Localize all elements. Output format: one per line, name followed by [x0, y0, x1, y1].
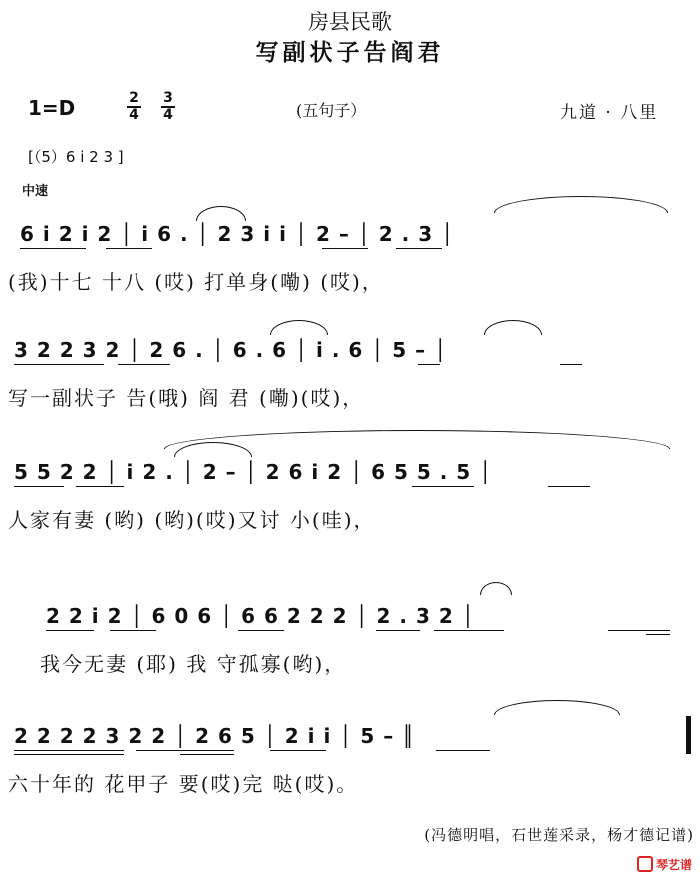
- lyric-line: 人家有妻 (哟) (哟)(哎)又讨 小(哇)，: [8, 508, 376, 532]
- notation-line: 2 2 i 2 │ 6 0 6 │ 6 6 2 2 2 │ 2 . 3 2 │: [46, 604, 475, 628]
- time-signature-2-4: [126, 91, 142, 123]
- time-signature-3-4: [160, 91, 176, 123]
- time-sig-top: 3: [163, 90, 173, 106]
- final-barline: [686, 716, 691, 754]
- logo-icon: [637, 856, 653, 872]
- notation-line: 5 5 2 2 │ i 2 . │ 2 – │ 2 6 i 2 │ 6 5 5 . 5 │: [14, 460, 493, 484]
- time-sig-top: 2: [129, 90, 139, 106]
- song-title: 写副状子告阎君: [255, 39, 445, 66]
- song-origin: 房县民歌: [308, 10, 392, 34]
- time-sig-bottom: 4: [163, 107, 173, 123]
- logo-text: 琴艺谱: [655, 858, 692, 872]
- score-row-1: [0, 222, 700, 332]
- intro-notation: [（5）6 i 2 3 ]: [28, 148, 124, 166]
- score-row-4: [0, 604, 700, 714]
- lyric-line: (我)十七 十八 (哎) 打单身(嘞) (哎)，: [8, 270, 384, 294]
- notation-line: 2 2 2 2 3 2 2 │ 2 6 5 │ 2 i i │ 5 – ║: [14, 724, 416, 748]
- region-label: 九道 · 八里: [560, 103, 659, 123]
- form-subtitle: (五句子）: [296, 101, 367, 120]
- site-logo: [637, 856, 692, 873]
- score-row-5: [0, 724, 700, 834]
- lyric-line: 我今无妻 (耶) 我 守孤寡(哟)，: [40, 652, 347, 676]
- key-signature: 1=D: [28, 96, 76, 120]
- lyric-line: 写一副状子 告(哦) 阎 君 (嘞)(哎)，: [8, 386, 365, 410]
- time-sig-bottom: 4: [129, 107, 139, 123]
- credit-line: (冯德明唱，石世莲采录，杨才德记谱): [424, 826, 694, 844]
- notation-line: 6 i 2 i 2 │ i 6 . │ 2 3 i i │ 2 – │ 2 . 3 │: [20, 222, 455, 246]
- tempo-marking: 中速: [22, 184, 49, 199]
- notation-line: 3 2 2 3 2 │ 2 6 . │ 6 . 6 │ i . 6 │ 5 – │: [14, 338, 448, 362]
- lyric-line: 六十年的 花甲子 要(哎)完 哒(哎)。: [8, 772, 359, 796]
- score-row-3: [0, 460, 700, 570]
